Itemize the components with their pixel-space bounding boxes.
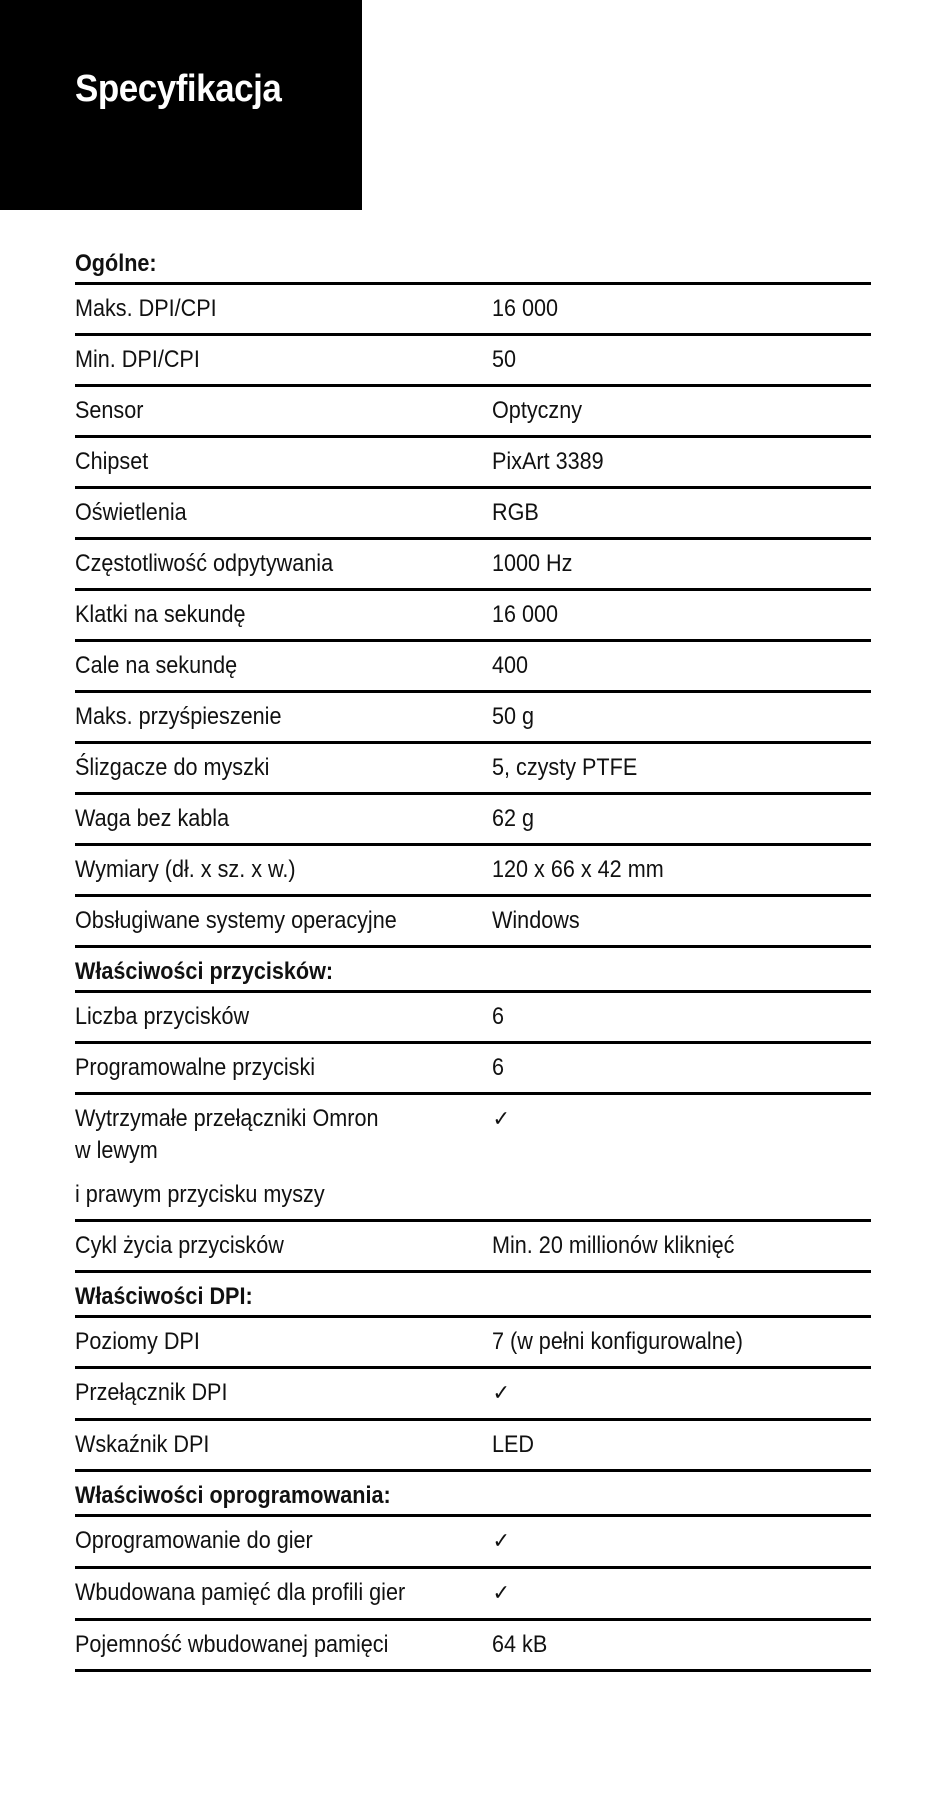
spec-row: Maks. przyśpieszenie 50 g bbox=[75, 693, 871, 744]
spec-row: Min. DPI/CPI 50 bbox=[75, 336, 871, 387]
spec-row: Cykl życia przycisków Min. 20 millionów kliknięć bbox=[75, 1222, 871, 1273]
page-title: Specyfikacja bbox=[75, 68, 282, 110]
spec-row: Ślizgacze do myszki 5, czysty PTFE bbox=[75, 744, 871, 795]
spec-row: Chipset PixArt 3389 bbox=[75, 438, 871, 489]
spec-row: Sensor Optyczny bbox=[75, 387, 871, 438]
checkmark-icon: ✓ bbox=[492, 1381, 510, 1406]
spec-row: Pojemność wbudowanej pamięci 64 kB bbox=[75, 1621, 871, 1672]
spec-row: Programowalne przyciski 6 bbox=[75, 1044, 871, 1095]
spec-row: Liczba przycisków 6 bbox=[75, 993, 871, 1044]
title-block bbox=[0, 0, 362, 210]
spec-row: Oprogramowanie do gier ✓ bbox=[75, 1517, 871, 1569]
section-heading-buttons: Właściwości przycisków: bbox=[75, 948, 871, 993]
section-heading-software: Właściwości oprogramowania: bbox=[75, 1472, 871, 1517]
section-heading-general: Ogólne: bbox=[75, 240, 871, 285]
spec-row: Waga bez kabla 62 g bbox=[75, 795, 871, 846]
spec-row: Wskaźnik DPI LED bbox=[75, 1421, 871, 1472]
spec-table bbox=[75, 240, 871, 1672]
checkmark-icon: ✓ bbox=[492, 1107, 510, 1132]
spec-row: Oświetlenia RGB bbox=[75, 489, 871, 540]
spec-row: Klatki na sekundę 16 000 bbox=[75, 591, 871, 642]
spec-row: Wytrzymałe przełączniki Omron w lewym i prawym przycisku myszy ✓ bbox=[75, 1095, 871, 1222]
spec-row: Obsługiwane systemy operacyjne Windows bbox=[75, 897, 871, 948]
spec-row: Wymiary (dł. x sz. x w.) 120 x 66 x 42 mm bbox=[75, 846, 871, 897]
spec-row: Poziomy DPI 7 (w pełni konfigurowalne) bbox=[75, 1318, 871, 1369]
checkmark-icon: ✓ bbox=[492, 1581, 510, 1606]
spec-row: Przełącznik DPI ✓ bbox=[75, 1369, 871, 1421]
section-heading-dpi: Właściwości DPI: bbox=[75, 1273, 871, 1318]
spec-row: Cale na sekundę 400 bbox=[75, 642, 871, 693]
spec-row: Częstotliwość odpytywania 1000 Hz bbox=[75, 540, 871, 591]
spec-row: Wbudowana pamięć dla profili gier ✓ bbox=[75, 1569, 871, 1621]
checkmark-icon: ✓ bbox=[492, 1529, 510, 1554]
spec-row: Maks. DPI/CPI 16 000 bbox=[75, 285, 871, 336]
